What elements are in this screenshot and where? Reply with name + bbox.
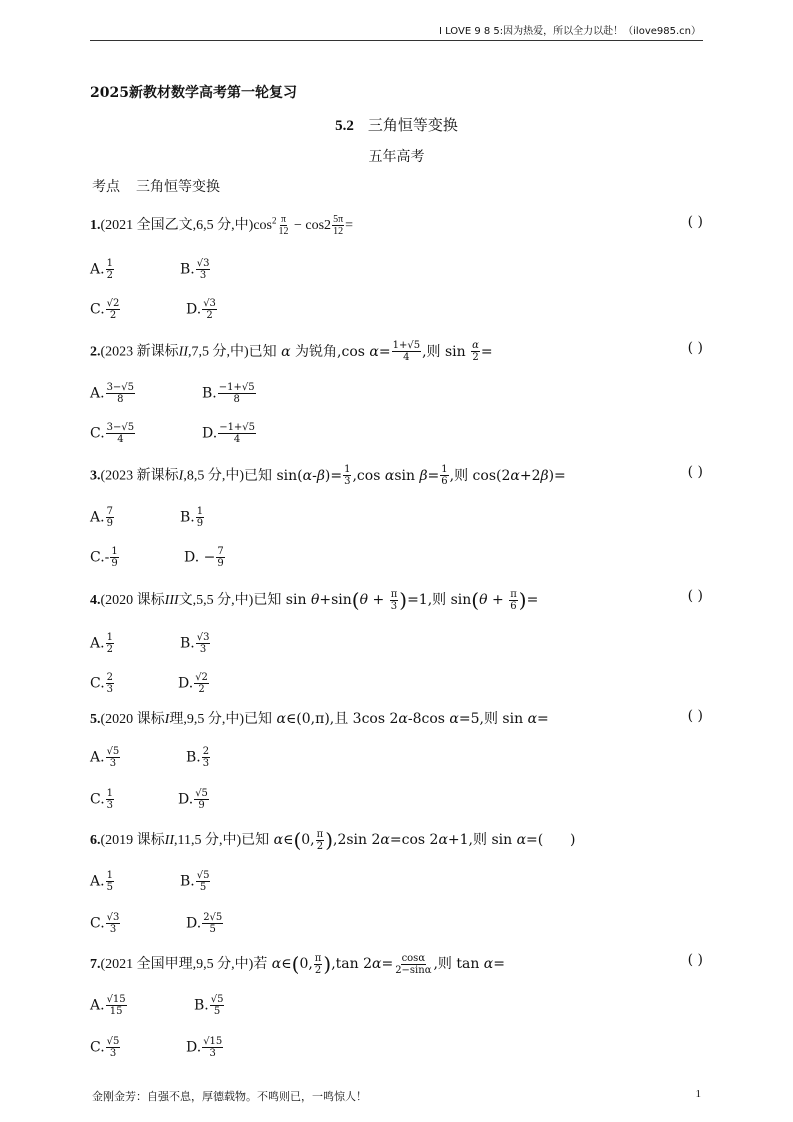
section-number: 5.2 (335, 118, 354, 134)
option-c: C. $\frac{√2}{2}$ (90, 298, 120, 321)
answer-paren: ( ) (687, 588, 703, 604)
answer-paren: ( ) (687, 340, 703, 356)
option-a: A. $\frac{7}{9}$ (90, 506, 113, 529)
option-a: A. $\frac{1}{2}$ (90, 258, 113, 281)
option-d: D. − $\frac{7}{9}$ (184, 546, 224, 569)
option-a: A. $\frac{1}{2}$ (90, 632, 113, 655)
question-stem: 已知 α∈(0, $\frac{\pi}{2}$ ),2sin 2α=cos 2α+1,则 sin α=( ) (241, 828, 576, 852)
header-rule (90, 40, 703, 41)
answer-paren: ( ) (687, 952, 703, 968)
question-number: 4. (90, 593, 101, 608)
question-number: 3. (90, 468, 101, 484)
question-source: (2023 新课标II,7,5 分,中) (100, 344, 249, 360)
option-b: B. $\frac{√5}{5}$ (180, 870, 210, 893)
option-b: B. $\frac{-1+√5}{8}$ (202, 382, 255, 405)
option-c: C.- $\frac{1}{9}$ (90, 546, 118, 569)
option-a: A. $\frac{3-√5}{8}$ (90, 382, 135, 405)
option-b: B. $\frac{√3}{3}$ (180, 632, 210, 655)
question-source: (2023 新课标I,8,5 分,中) (100, 468, 245, 484)
question-stem: $\cos^2$ $\frac{\pi}{12}$ − cos2 $\frac{5\pi}{12}$ = (253, 214, 354, 238)
question-source: (2019 课标II,11,5 分,中) (100, 833, 242, 848)
page-number: 1 (695, 1088, 701, 1100)
option-b: B. $\frac{√3}{3}$ (180, 258, 210, 281)
question-3 (90, 464, 703, 487)
question-6 (90, 828, 703, 852)
book-title: 2025新教材数学高考第一轮复习 (90, 85, 297, 101)
question-stem: 已知 α 为锐角,cos α= $\frac{1+√5}{4}$ ,则 sin $\frac{\alpha}{2}$ = (248, 340, 493, 363)
option-d: D. $\frac{2√5}{5}$ (186, 912, 223, 935)
option-c: C. $\frac{3-√5}{4}$ (90, 422, 135, 445)
subtitle: 五年高考 (368, 149, 425, 165)
option-d: D. $\frac{√5}{9}$ (178, 788, 208, 811)
question-4 (90, 588, 703, 612)
answer-paren: ( ) (687, 708, 703, 724)
question-number: 2. (90, 344, 101, 360)
question-number: 1. (90, 218, 101, 233)
question-7 (90, 952, 703, 976)
option-c: C. $\frac{2}{3}$ (90, 672, 114, 695)
section-title: 三角恒等变换 (367, 116, 458, 134)
option-a: A. $\frac{1}{5}$ (90, 870, 113, 893)
option-b: B. $\frac{2}{3}$ (186, 746, 210, 769)
option-d: D. $\frac{√2}{2}$ (178, 672, 208, 695)
question-stem: 若 α∈(0, $\frac{\pi}{2}$ ),tan 2α= $\frac{\cos\alpha}{2-\sin\alpha}$ ,则 tan α= (253, 952, 505, 976)
page-header-text: I LOVE 9 8 5:因为热爱，所以全力以赴！（ilove985.cn） (438, 26, 701, 37)
question-stem: 已知 sin(α-β)= $\frac{1}{3}$ ,cos αsin β= $\frac{1}{6}$ ,则 cos(2α+2β)= (244, 464, 566, 487)
kaodian-label: 考点 (92, 179, 120, 195)
question-stem: 已知 α∈(0,π),且 3cos 2α-8cos α=5,则 sin α= (244, 711, 549, 727)
question-number: 5. (90, 712, 101, 727)
option-d: D. $\frac{-1+√5}{4}$ (202, 422, 256, 445)
kaodian-heading (92, 176, 220, 196)
question-number: 7. (90, 957, 101, 972)
question-source: (2020 课标I理,9,5 分,中) (100, 712, 245, 727)
option-d: D. $\frac{√15}{3}$ (186, 1036, 223, 1059)
kaodian-title: 三角恒等变换 (136, 179, 220, 195)
question-stem: 已知 sin θ+sin(θ + $\frac{\pi}{3}$ )=1,则 sin(θ + $\frac{\pi}{6}$ )= (253, 588, 539, 612)
option-a: A. $\frac{√15}{15}$ (90, 994, 126, 1017)
question-number: 6. (90, 833, 101, 848)
section-heading (0, 114, 793, 135)
option-a: A. $\frac{√5}{3}$ (90, 746, 120, 769)
answer-paren: ( ) (687, 464, 703, 480)
option-c: C. $\frac{1}{3}$ (90, 788, 114, 811)
answer-paren: ( ) (687, 214, 703, 230)
question-source: (2020 课标III文,5,5 分,中) (100, 593, 254, 608)
question-source: (2021 全国乙文,6,5 分,中) (100, 218, 254, 233)
question-2 (90, 340, 703, 363)
option-c: C. $\frac{√3}{3}$ (90, 912, 120, 935)
question-5 (90, 708, 703, 728)
option-b: B. $\frac{√5}{5}$ (194, 994, 224, 1017)
question-1 (90, 214, 703, 237)
question-source: (2021 全国甲理,9,5 分,中) (100, 957, 254, 972)
footer-motto: 金刚金芳：自强不息，厚德载物。不鸣则已，一鸣惊人！ (92, 1090, 367, 1103)
option-c: C. $\frac{√5}{3}$ (90, 1036, 120, 1059)
option-b: B. $\frac{1}{9}$ (180, 506, 204, 529)
option-d: D. $\frac{√3}{2}$ (186, 298, 216, 321)
